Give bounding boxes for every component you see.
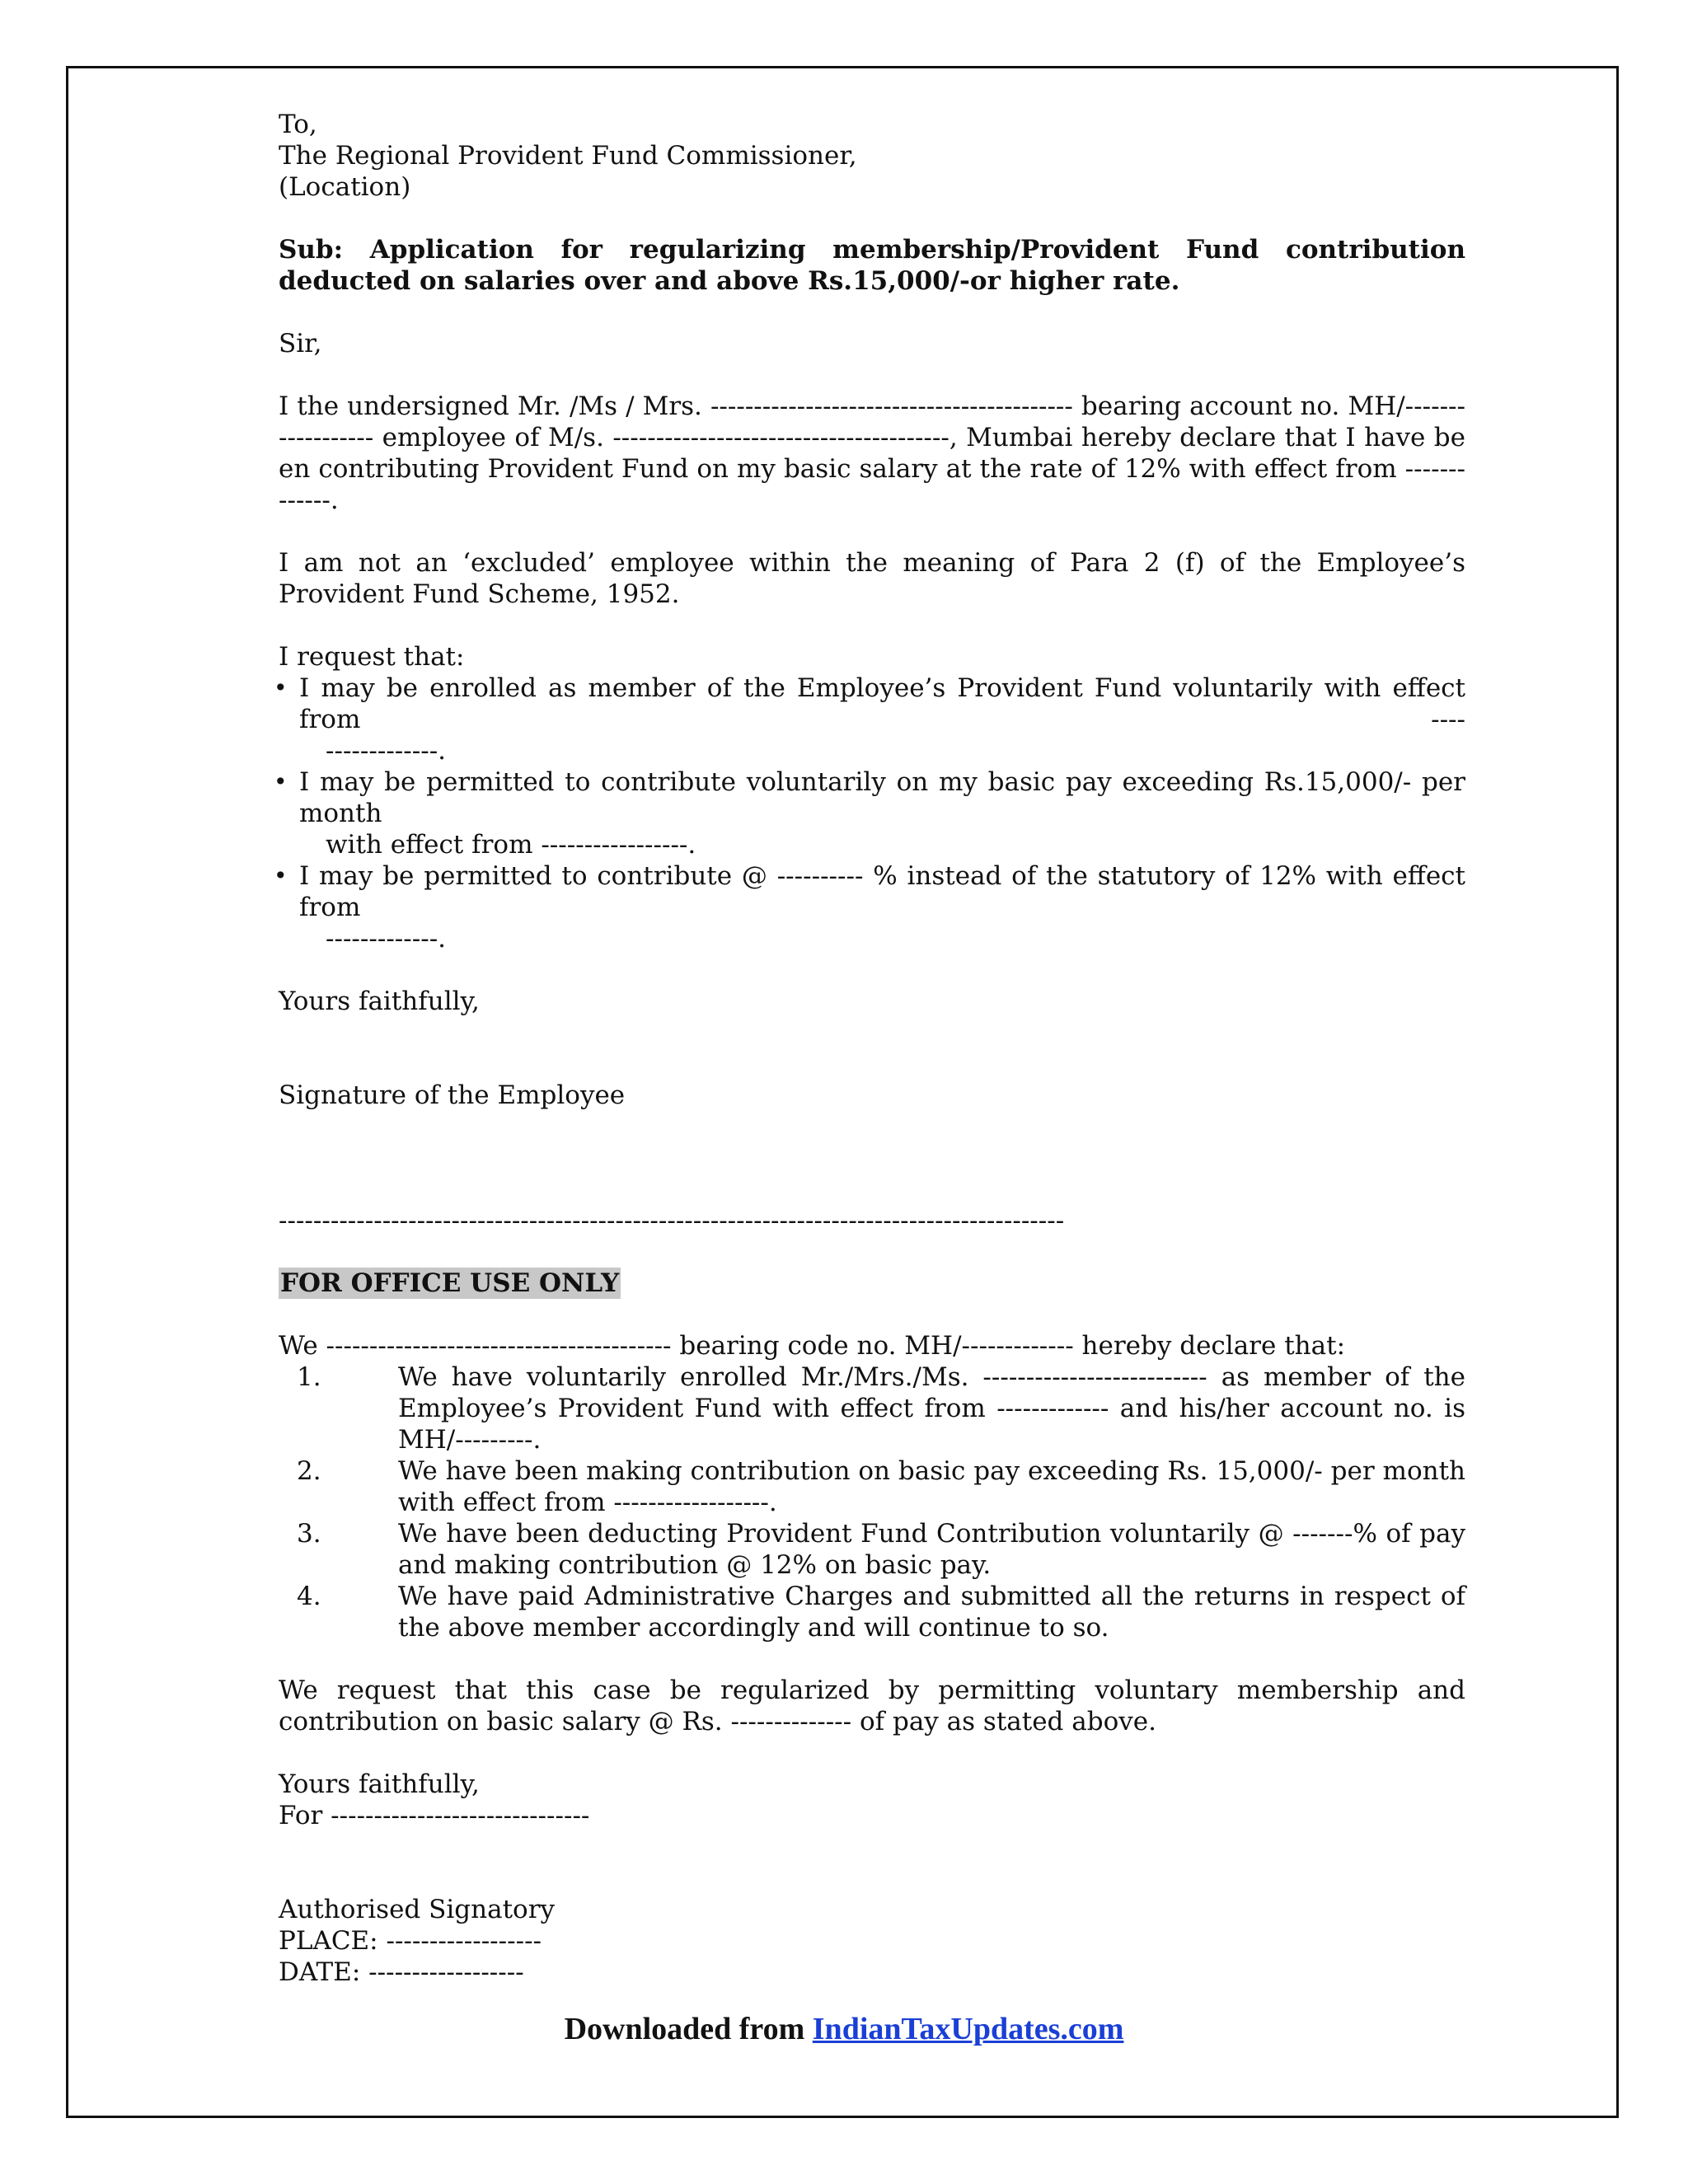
salutation: Sir,	[279, 329, 322, 359]
regularize-request-paragraph: We request that this case be regularized by permitting voluntary membership and contribution on basic salary @ Rs. -------------- of pay as stated above.	[279, 1675, 1465, 1736]
list-item	[279, 1518, 1465, 1581]
for-company-line: For ------------------------------	[279, 1801, 590, 1830]
place-line: PLACE: ------------------	[279, 1926, 542, 1956]
item-number: 3.	[297, 1519, 321, 1549]
address-location: (Location)	[279, 172, 411, 202]
item-text: We have paid Administrative Charges and submitted all the returns in respect of the above member accordingly and will continue to so.	[398, 1582, 1465, 1643]
request-line-continued: -------------.	[326, 736, 447, 766]
declaration-paragraph: I the undersigned Mr. /Ms / Mrs. ------------------------------------------ bearing account no. MH/------------------ employee of M/s. ---------------------------------------, Mumbai hereby declare that I have been contributing Provident Fund on my basic salary at the rate of 12% with effect from -------------.	[279, 391, 1465, 515]
footer-prefix: Downloaded from	[564, 2012, 813, 2046]
item-number: 2.	[297, 1456, 321, 1486]
date-line: DATE: ------------------	[279, 1957, 524, 1987]
download-footer	[0, 2011, 1688, 2047]
list-item	[279, 673, 1465, 766]
item-number: 1.	[297, 1362, 321, 1392]
subject-line: Sub: Application for regularizing membership/Provident Fund contribution deducted on salaries over and above Rs.15,000/-or higher rate.	[279, 235, 1465, 296]
address-to: To,	[279, 110, 317, 139]
list-item	[279, 1455, 1465, 1518]
authorised-signatory: Authorised Signatory	[279, 1895, 556, 1924]
office-use-heading: FOR OFFICE USE ONLY	[280, 1268, 620, 1298]
request-list	[279, 673, 1465, 954]
list-item	[279, 860, 1465, 954]
item-number: 4.	[297, 1582, 321, 1611]
employer-declaration-list	[279, 1361, 1465, 1643]
item-text: We have been making contribution on basic pay exceeding Rs. 15,000/- per month with effect from ------------------.	[398, 1456, 1465, 1517]
employer-declaration-intro: We ---------------------------------------- bearing code no. MH/------------- hereby declare that:	[279, 1331, 1346, 1361]
request-line: • I may be enrolled as member of the Employee’s Provident Fund voluntarily with effect from ----	[299, 673, 1465, 734]
request-line-continued: with effect from -----------------.	[326, 830, 696, 860]
request-line-continued: -------------.	[326, 924, 447, 954]
item-text: We have been deducting Provident Fund Contribution voluntarily @ -------% of pay and making contribution @ 12% on basic pay.	[398, 1519, 1465, 1580]
list-item	[279, 1361, 1465, 1455]
list-item	[279, 1581, 1465, 1643]
letter-body	[279, 109, 1465, 1988]
item-text: We have voluntarily enrolled Mr./Mrs./Ms. -------------------------- as member of the Employee’s Provident Fund with effect from ------------- and his/her account no. is MH/---------.	[398, 1362, 1465, 1455]
closing-employee: Yours faithfully,	[279, 987, 480, 1016]
closing-employer: Yours faithfully,	[279, 1769, 480, 1799]
address-recipient: The Regional Provident Fund Commissioner,	[279, 141, 857, 171]
request-line: • I may be permitted to contribute voluntarily on my basic pay exceeding Rs.15,000/- per month	[299, 767, 1465, 828]
exclusion-paragraph: I am not an ‘excluded’ employee within the meaning of Para 2 (f) of the Employee’s Provident Fund Scheme, 1952.	[279, 548, 1465, 609]
request-intro: I request that:	[279, 642, 465, 672]
list-item	[279, 766, 1465, 860]
separator-line: -------------------------------------------------------------------------------------------	[279, 1206, 1065, 1235]
request-line: • I may be permitted to contribute @ ---------- % instead of the statutory of 12% with effect from	[299, 861, 1465, 922]
signature-label: Signature of the Employee	[279, 1080, 626, 1110]
source-link[interactable]: IndianTaxUpdates.com	[812, 2012, 1124, 2046]
